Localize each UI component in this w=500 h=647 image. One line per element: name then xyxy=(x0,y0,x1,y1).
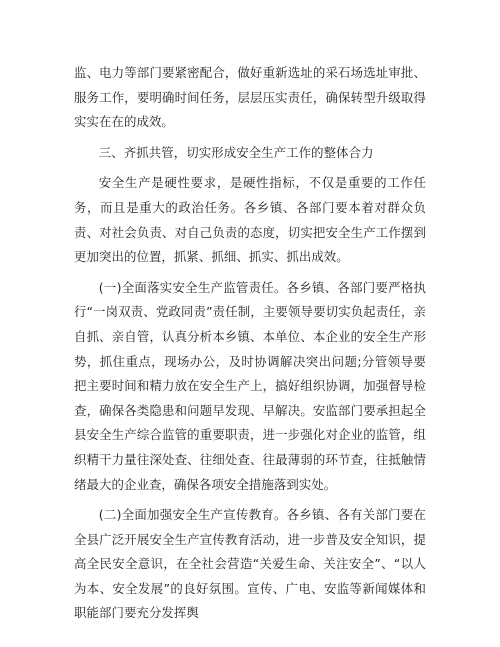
paragraph-safety-education: (二)全面加强安全生产宣传教育。各乡镇、各有关部门要在全县广泛开展安全生产宣传教育活动，进一步普及安全知识，提高全民安全意识，在全社会营造“关爱生命、关注安全”、“以人为本、安全发展”的良好氛围。宣传、广电、安监等新闻媒体和职能部门要充分发挥舆 xyxy=(74,507,426,621)
paragraph-supervision-responsibility: (一)全面落实安全生产监管责任。各乡镇、各部门要严格执行“一岗双责、党政同责”责任制，主要领导要切实负起责任，亲自抓、亲自管，认真分析本乡镇、本单位、本企业的安全生产形势，抓住重点，现场办公，及时协调解决突出问题;分管领导要把主要时间和精力放在安全生产上，搞好组织协调，加强督导检查，确保各类隐患和问题早发现、早解决。安监部门要承担起全县安全生产综合监管的重要职责，进一步强化对企业的监管，组织精干力量往深处查、往细处查、往最薄弱的环节查，往抵触情绪最大的企业查，确保各项安全措施落到实处。 xyxy=(74,279,426,492)
section-heading: 三、齐抓共管，切实形成安全生产工作的整体合力 xyxy=(98,144,374,160)
paragraph-continued: 监、电力等部门要紧密配合，做好重新选址的采石场选址审批、服务工作，要明确时间任务，层层压实责任，确保转型升级取得实实在在的成效。 xyxy=(74,65,426,130)
document-body xyxy=(74,61,426,626)
paragraph-safety-requirement: 安全生产是硬性要求，是硬性指标，不仅是重要的工作任务，而且是重大的政治任务。各乡镇、各部门要本着对群众负责、对社会负责、对自己负责的态度，切实把安全生产工作摆到更加突出的位置，抓紧、抓细、抓实、抓出成效。 xyxy=(74,175,426,265)
